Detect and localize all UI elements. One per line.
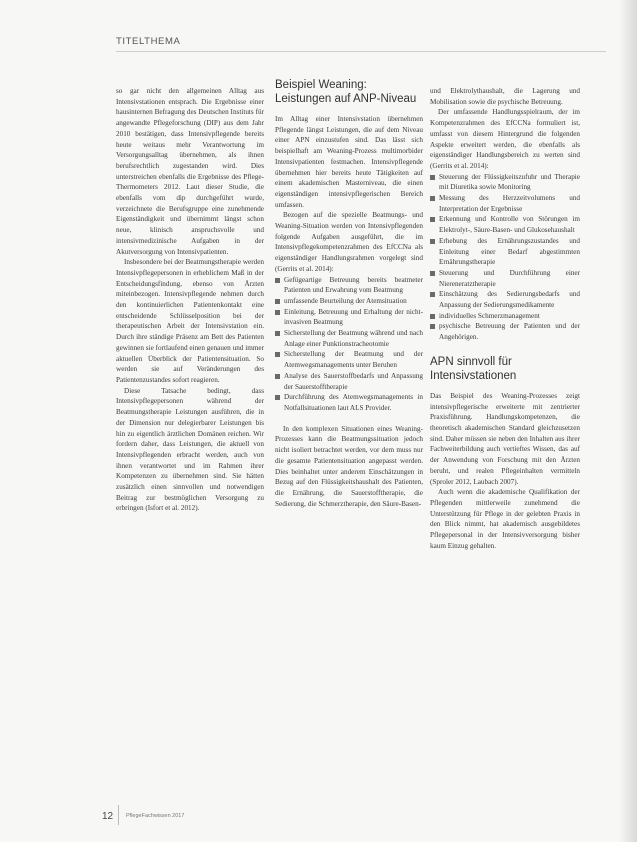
list-item: Einschätzung des Sedierungsbedarfs und Anpassung der Sedierungsmedikamente (430, 289, 580, 310)
text-column-2 (275, 79, 423, 509)
list-item: psychische Betreuung der Patienten und der Angehörigen. (430, 321, 580, 342)
text-column-3 (430, 86, 580, 551)
page-number: 12 (102, 811, 114, 822)
list-item: Gefügeartige Betreuung bereits beatmeter Patienten und Erwahrung vom Beatmung (275, 275, 423, 296)
section-heading: APN sinnvoll für Intensivstationen (430, 355, 517, 382)
list-item: Durchführung des Atemwegsmanagements in Notfallsituationen laut ALS Provider. (275, 392, 423, 413)
paragraph: In den komplexen Situationen eines Weaning-Prozesses kann die Beatmungssituation jedoch nicht isoliert betrachtet werden, vor dem muss nur die gesamte Patientensituation angepasst werden. Dies beinhaltet unter anderem Einschätzungen in Bezug auf den Flüssigkeitshaushalt des Patienten, die Ernährung, die Sauerstofftherapie, die Sedierung, die Schmerztherapie, den Säure-Basen- (275, 424, 423, 508)
list-item: Einleitung, Betreuung und Erhaltung der nicht-invasiven Beatmung (275, 307, 423, 328)
footer-divider (118, 805, 119, 825)
journal-name: PflegeFachwissen 2017 (126, 813, 185, 819)
section-title: TITELTHEMA (116, 36, 181, 47)
list-item: individuelles Schmerzmanagement (430, 311, 580, 322)
paragraph: und Elektrolythaushalt, die Lagerung und Mobilisation sowie die psychische Betreuung. (430, 87, 580, 106)
list-item: Erkennung und Kontrolle von Störungen im Elektrolyt-, Säure-Basen- und Glukosehaushalt (430, 214, 580, 235)
paragraph: so gar nicht den allgemeinen Alltag aus Intensivstationen entsprach. Die Ergebnisse einer hausinternen Befragung des Deutschen Instituts für angewandte Pflegeforschung (DIP) aus dem Jahr 2010 bestätigen, dass Intensivpflegende bereits heute weitaus mehr Verantwortung im Versorgungsalltag übernehmen, als ihnen berufsrechtlich zugestanden wird. Dies unterstreichen ebenfalls die Ergebnisse des Pflege-Thermometers 2012. Laut dieser Studie, die ebenfalls vom dip durchgeführt wurde, verzeichnete die Berufsgruppe eine zunehmende Eigenständigkeit und übernimmt längst schon neue, klinisch anspruchsvolle und intensivmedizinische Aufgaben in der Akutversorgung von Intensivpatienten. (116, 87, 264, 256)
paragraph: Der umfassende Handlungsspielraum, der im Kompetenzrahmen des EfCCNa formuliert ist, umfasst von diesem Hintergrund die folgenden Aspekte erweitert werden, die ebenfalls als eigenständiger Handlungsbereich zu werten sind (Gerrits et al. 2014): (430, 108, 580, 170)
list-item: Erhebung des Ernährungszustandes und Einleitung einer Bedarf abgestimmten Ernährungstherapie (430, 236, 580, 268)
header-rule (116, 51, 606, 52)
list-item: Steuerung und Durchführung einer Niereneratztherapie (430, 268, 580, 289)
section-heading: Beispiel Weaning: Leistungen auf ANP-Niveau (275, 79, 417, 105)
list-item: Analyse des Sauerstoffbedarfs und Anpassung der Sauerstofftherapie (275, 371, 423, 392)
paragraph: Insbesondere bei der Beatmungstherapie werden Intensivpflegepersonen in erheblichem Maß in der Entscheidungsfindung, ebenso von Ärzten miteinbezogen. Intensivpflegende nehmen durch den kontinuierlichen Patientenkontakt eine entscheidende Schlüsselposition bei der therapeutischen Arbeit der Intensivstation ein. Durch ihre ständige Präsenz am Bett des Patienten gewinnen sie fortlaufend einen genauen und immer aktuellen Überblick der Patientensituation. So werden sie auf Veränderungen des Patientenzustandes sofort reagieren. (116, 258, 264, 384)
paragraph: Im Alltag einer Intensivstation übernehmen Pflegende längst Leistungen, die auf dem Niveau einer APN einzustufen sind. Das lässt sich beispielhaft am Weaning-Prozess multimorbider Intensivpatienten festmachen. Intensivpflegende übernehmen hier bereits heute Tätigkeiten auf einem akademischen Masterniveau, die einen eigenständigen intensivpflegerischen Bereich umfassen. (275, 115, 423, 209)
paragraph: Diese Tatsache bedingt, dass Intensivpflegepersonen während der Beatmungstherapie Leistungen ausführen, die in der Dimension nur delegierbarer Leistungen bis hin zu eigentlich ärztlichen Domänen reichen. Wir fordern daher, dass Leistungen, die aktuell von Intensivpflegenden erbracht werden, auch von ihnen verantwortet und im Rahmen ihrer Kompetenzen zu übernehmen sind. Sie hätten zusätzlich einen sinnvollen und notwendigen Beitrag zur bestmöglichen Versorgung zu erbringen (Isfort et al. 2012). (116, 386, 264, 513)
page-edge-shadow (619, 0, 637, 842)
paragraph: Bezogen auf die spezielle Beatmungs- und Weaning-Situation werden von Intensivpflegenden folgende Aufgaben ausgeführt, die im Intensivpflegekompetenzrahmen des EfCCNa als eigenständiger Handlungsrahmen vorgelegt sind (Gerrits et al. 2014): (275, 211, 423, 273)
list-item: Steuerung der Flüssigkeitszufuhr und Therapie mit Diuretika sowie Monitoring (430, 172, 580, 193)
paragraph: Das Beispiel des Weaning-Prozesses zeigt intensivpflegerische erweiterte mit zentrierter Praxisführung. Handlungskompetenzen, die theoretisch akademischen Standard gleichzusetzen sind. Daher müssen sie neben den Inhalten aus ihrer Fachweiterbildung auch vertieftes Wissen, das auf der Anwendung von Forschung mit den Ärzten beruht, und realen Pflegeinhalten vermitteln (Sproler 2012, Laubach 2007). (430, 391, 580, 486)
text-column-1 (116, 86, 264, 514)
bullet-list (275, 275, 423, 414)
list-item: Messung des Herzzeitvolumens und Interpretation der Ergebnisse (430, 193, 580, 214)
list-item: Sicherstellung der Beatmung und der Atemwegsmanagements unter Beruhen (275, 349, 423, 370)
paragraph: Auch wenn die akademische Qualifikation der Pflegenden mittlerweile zunehmend die Unterstützung für Pflege in der gelebten Praxis in den Blick nimmt, hat akademisch ausgebildetes Pflegepersonal in der Intensivversorgung bisher kaum Einzug gehalten. (430, 488, 580, 550)
bullet-list (430, 172, 580, 343)
list-item: umfassende Beurteilung der Atemsituation (275, 296, 423, 307)
list-item: Sicherstellung der Beatmung während und nach Anlage einer Punktionstracheotomie (275, 328, 423, 349)
